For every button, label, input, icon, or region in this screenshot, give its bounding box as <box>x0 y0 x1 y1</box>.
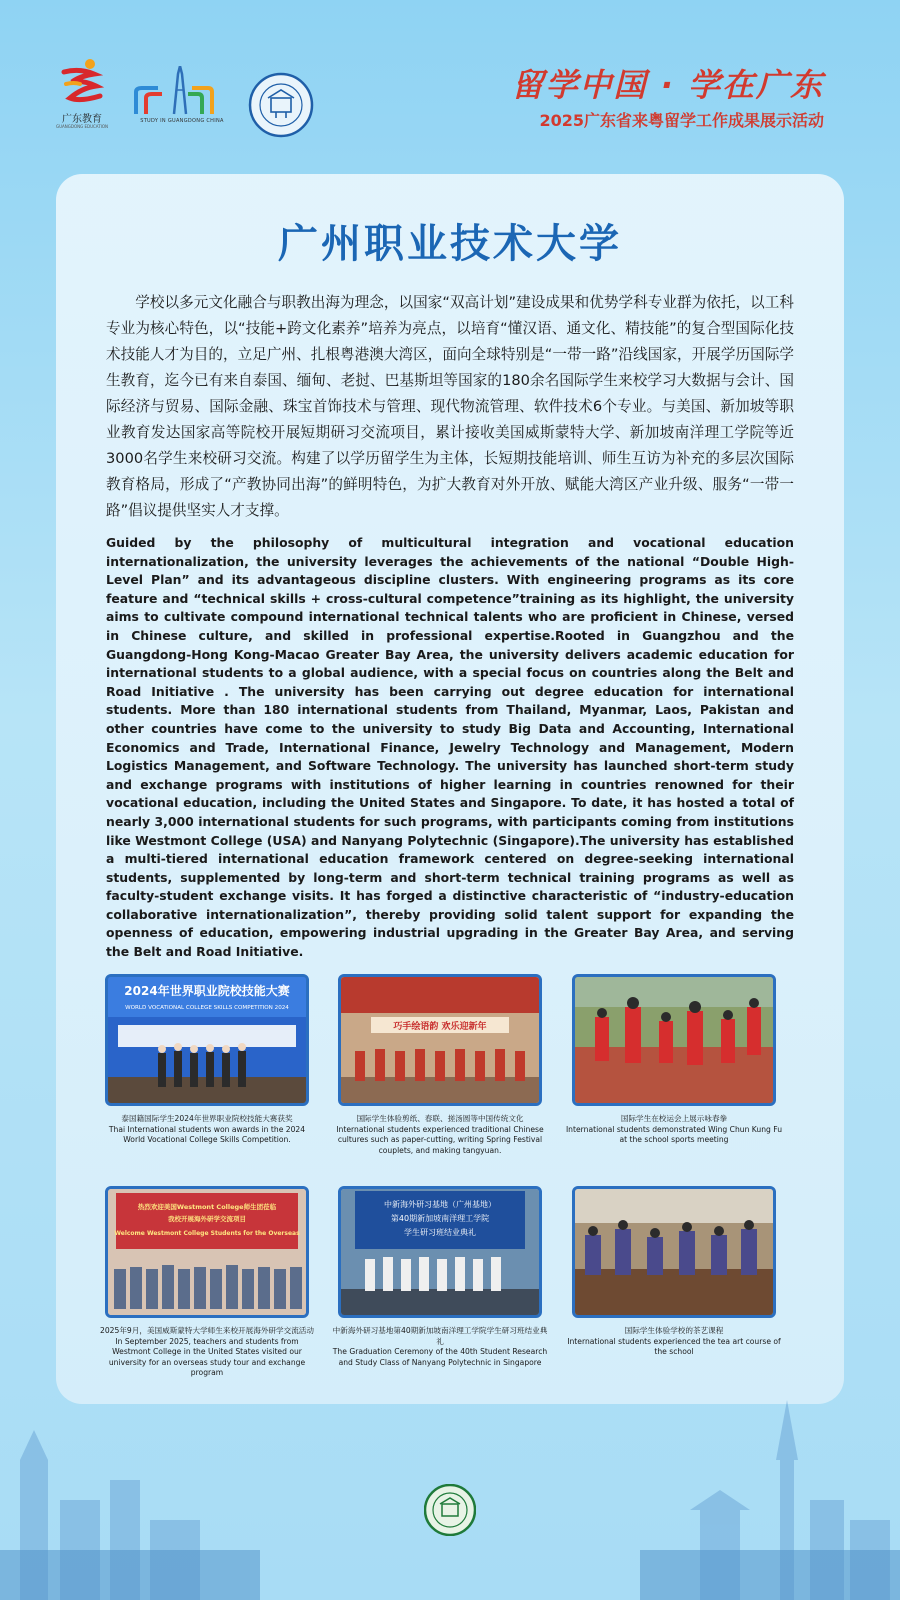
intro-english: Guided by the philosophy of multicultural integration and vocational education internationalization, the university leverages the achievements of the national “Double High-Level Plan” and its advantageous discipline clusters. With engineering programs as its core feature and “technical skills + cross-cultural competence”training as its highlight, the university aims to cultivate compound international technical talents who are proficient in Chinese, versed in Chinese culture, and skilled in professional expertise.Rooted in Guangzhou and the Guangdong-Hong Kong-Macao Greater Bay Area, the university delivers academic education for international students to a global audience, with a special focus on countries along the Belt and Road Initiative . The university has been carrying out degree education for international students. More than 180 international students from Thailand, Myanmar, Laos, Pakistan and other countries have come to the university to study Big Data and Accounting, International Economics and Trade, International Finance, Jewelry Technology and Management, Modern Logistics Management, and Software Technology. The university has launched short-term study and exchange programs with institutions of higher learning in countries renowned for their vocational education, including the United States and Singapore. To date, it has hosted a total of nearly 3,000 international students for such programs, with participants coming from institutions like Westmont College (USA) and Nanyang Polytechnic (Singapore).The university has established a multi-tiered international education framework centered on degree-seeking international students, supplemented by long-term and short-term technical training programs as well as faculty-student exchange visits. It has forged a distinctive characteristic of “industry-education collaborative internationalization”, thereby providing solid talent support for expanding the openness of education, empowering industrial upgrading in the Greater Bay Area, and serving the Belt and Road Initiative. <box>106 535 794 960</box>
logo-sig-caption: STUDY IN GUANGDONG CHINA <box>140 118 224 124</box>
study-in-guangdong-logo <box>132 66 232 130</box>
photo-graduation-ceremony <box>338 1186 542 1318</box>
page-title: 广州职业技术大学 <box>278 221 622 267</box>
photo2-banner-line1: 巧手绘语韵 欢乐迎新年 <box>393 1022 487 1032</box>
photo2-caption-en: International students experienced traditional Chinese cultures such as paper-cutting, writing Spring Festival couplets, and making tangyuan. <box>336 1124 544 1155</box>
header <box>0 0 900 160</box>
activity-slogan <box>512 60 824 131</box>
photo4-banner-line2: 我校开展海外研学交流项目 <box>168 1215 246 1223</box>
photo4-caption-en: In September 2025, teachers and students from Westmont College in the United States visited our university for an overseas study tour and exchange program <box>108 1336 306 1377</box>
photo2-caption-zh: 国际学生体验剪纸、春联、搓汤圆等中国传统文化 <box>356 1114 524 1123</box>
photo5-banner-line2: 第40期新加坡南洋理工学院 <box>390 1214 490 1223</box>
slogan-line-1: 留学中国 · 学在广东 <box>511 66 824 104</box>
photo1-banner-line1: 2024年世界职业院校技能大赛 <box>124 984 290 998</box>
canton-tower-icon <box>132 66 232 118</box>
guangdong-education-logo <box>52 58 112 130</box>
photo1-caption-zh: 泰国籍国际学生2024年世界职业院校技能大赛获奖 <box>121 1114 293 1123</box>
photo6-caption-en: International students experienced the tea art course of the school <box>567 1336 781 1356</box>
photo4-banner-line3: Welcome Westmont College Students for the Overseas <box>114 1230 300 1237</box>
photo6-caption-zh: 国际学生体验学校的茶艺课程 <box>624 1326 724 1335</box>
slogan-line-2: 2025广东省来粤留学工作成果展示活动 <box>539 111 824 130</box>
photo-traditional-culture <box>338 974 542 1106</box>
university-emblem-icon <box>248 72 314 138</box>
photo1-banner-line2: WORLD VOCATIONAL COLLEGE SKILLS COMPETITION 2024 <box>125 1005 289 1011</box>
photo5-caption <box>330 1326 550 1368</box>
photo-wing-chun <box>572 974 776 1106</box>
photo-tea-art <box>572 1186 776 1318</box>
photo4-caption-zh: 2025年9月，美国威斯蒙特大学师生来校开展海外研学交流活动 <box>100 1326 314 1335</box>
photo4-banner-line1: 热烈欢迎美国Westmont College师生团莅临 <box>137 1203 277 1211</box>
intro-chinese: 学校以多元文化融合与职教出海为理念，以国家“双高计划”建设成果和优势学科专业群为依托，以工科专业为核心特色，以“技能+跨文化素养”培养为亮点，以培育“懂汉语、通文化、精技能”的复合型国际化技术技能人才为目的，立足广州、扎根粤港澳大湾区，面向全球特别是“一带一路”沿线国家，开展学历国际学生教育，迄今已有来自泰国、缅甸、老挝、巴基斯坦等国家的180余名国际学生来校学习大数据与会计、国际经济与贸易、国际金融、珠宝首饰技术与管理、现代物流管理、软件技术6个专业。与美国、新加坡等职业教育发达国家高等院校开展短期研习交流项目，累计接收美国威斯蒙特大学、新加坡南洋理工学院等近3000名学生来校研习交流。构建了以学历留学生为主体，长短期技能培训、师生互访为补充的多层次国际教育格局，形成了“产教协同出海”的鲜明特色，为扩大教育对外开放、赋能大湾区产业升级、服务“一带一路”倡议提供坚实人才支撑。 <box>106 294 794 519</box>
logo-gd-caption-en: GUANGDONG EDUCATION <box>56 124 108 129</box>
photo3-caption <box>564 1114 784 1146</box>
guangdong-education-mark-icon <box>60 58 104 104</box>
photo1-caption <box>97 1114 317 1146</box>
photo4-caption <box>97 1326 317 1379</box>
university-seal-icon <box>424 1484 476 1536</box>
photo5-banner-line3: 学生研习班结业典礼 <box>404 1228 476 1237</box>
logo-gd-caption: 广东教育 <box>62 114 102 125</box>
photo-skills-competition <box>105 974 309 1106</box>
photo1-caption-en: Thai International students won awards in the 2024 World Vocational College Skills Competition. <box>108 1124 306 1144</box>
photo5-caption-zh: 中新海外研习基地第40期新加坡南洋理工学院学生研习班结业典礼 <box>332 1326 548 1346</box>
photo5-caption-en: The Graduation Ceremony of the 40th Student Research and Study Class of Nanyang Polytechnic in Singapore <box>332 1347 548 1367</box>
photo-westmont-visit <box>105 1186 309 1318</box>
photo5-banner-line1: 中新海外研习基地（广州基地） <box>384 1200 496 1209</box>
photo3-caption-en: International students demonstrated Wing Chun Kung Fu at the school sports meeting <box>565 1124 783 1144</box>
photo6-caption <box>564 1326 784 1358</box>
photo2-caption <box>330 1114 550 1156</box>
photo3-caption-zh: 国际学生在校运会上展示咏春拳 <box>620 1114 728 1123</box>
